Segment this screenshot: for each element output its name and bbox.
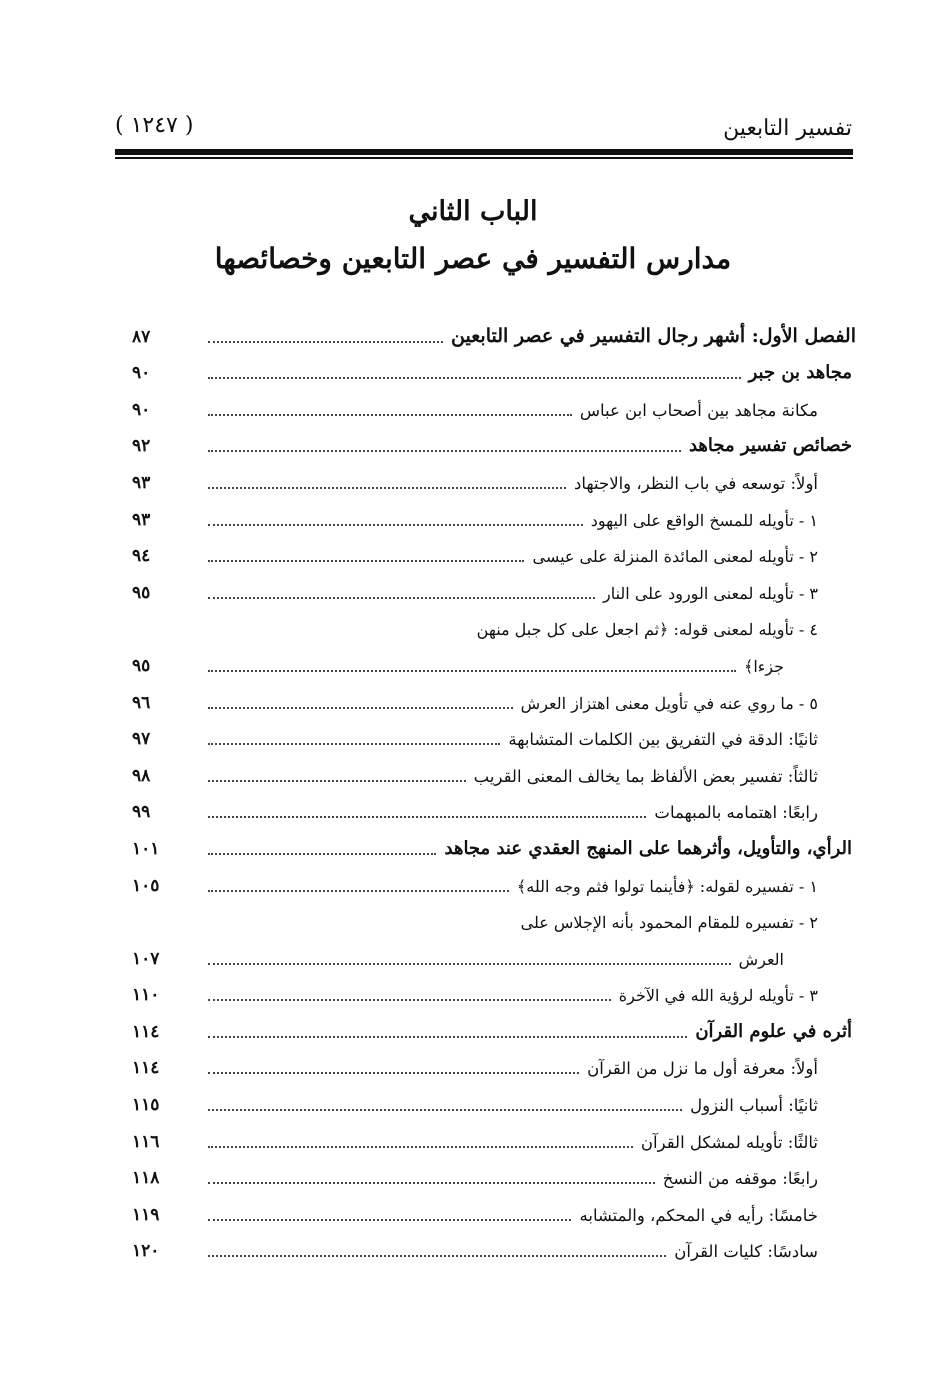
- dot-leader: [208, 487, 566, 489]
- toc-entry-page: ٩٨: [132, 765, 151, 786]
- dot-leader: [208, 1146, 633, 1148]
- dot-leader: [208, 780, 466, 782]
- toc-entry-title: ٥ - ما روي عنه في تأويل معنى اهتزاز العرش: [520, 693, 818, 713]
- toc-entry: [132, 938, 856, 975]
- header-rule-thin: [115, 157, 853, 159]
- dot-leader: [208, 1182, 655, 1184]
- toc-entry-title: ١ - تفسيره لقوله: ﴿فأينما تولوا فثم وجه الله﴾: [516, 876, 818, 896]
- dot-leader: [208, 1036, 687, 1038]
- toc-entry: [132, 353, 856, 390]
- toc-entry: [132, 828, 856, 865]
- part-heading: الباب الثاني: [408, 196, 538, 227]
- toc-entry: [132, 645, 856, 682]
- toc-entry: [132, 792, 856, 829]
- dot-leader: [208, 1219, 571, 1221]
- dot-leader: [208, 999, 611, 1001]
- toc-entry-page: ٩٤: [132, 546, 151, 567]
- running-header-title: تفسير التابعين: [723, 116, 852, 141]
- toc-entry: [146, 609, 856, 646]
- dot-leader: [208, 1255, 666, 1257]
- toc-entry-title: ثانيًا: أسباب النزول: [690, 1096, 818, 1116]
- toc-entry-page: ٩٣: [132, 509, 151, 530]
- toc-entry-title: خصائص تفسير مجاهد: [688, 435, 852, 457]
- toc-entry-page: ٩٢: [132, 436, 151, 457]
- toc-entry-page: ١١٨: [132, 1168, 160, 1189]
- toc-entry-title: العرش: [738, 949, 784, 969]
- toc-entry: [132, 426, 856, 463]
- dot-leader: [208, 707, 513, 709]
- toc-entry-title: أولاً: معرفة أول ما نزل من القرآن: [587, 1059, 818, 1079]
- toc-entry: [146, 902, 856, 939]
- toc-entry: [132, 389, 856, 426]
- table-of-contents: [132, 316, 856, 1267]
- toc-entry: [132, 316, 856, 353]
- toc-entry-page: ١١٤: [132, 1021, 160, 1042]
- toc-entry-title: مجاهد بن جبر: [748, 362, 852, 384]
- page-number: ( ١٢٤٧ ): [115, 113, 194, 138]
- dot-leader: [208, 890, 509, 892]
- dot-leader: [208, 853, 436, 855]
- toc-entry-page: ٩٠: [132, 399, 151, 420]
- toc-entry-page: ٩٠: [132, 363, 151, 384]
- toc-entry-page: ٩٦: [132, 692, 151, 713]
- toc-entry-title: ١ - تأويله للمسخ الواقع على اليهود: [590, 510, 818, 530]
- toc-entry-title: أثره في علوم القرآن: [695, 1020, 852, 1042]
- dot-leader: [208, 816, 646, 818]
- toc-entry-title: ٣ - تأويله لمعنى الورود على النار: [603, 583, 818, 603]
- toc-entry-page: ١٢٠: [132, 1241, 160, 1262]
- toc-entry-title: ٢ - تفسيره للمقام المحمود بأنه الإجلاس على: [520, 913, 818, 933]
- toc-entry-title: الرأي، والتأويل، وأثرهما على المنهج العقدي عند مجاهد: [444, 837, 852, 859]
- toc-entry: [132, 536, 856, 573]
- toc-entry: [132, 755, 856, 792]
- toc-entry: [132, 1011, 856, 1048]
- toc-entry: [132, 1048, 856, 1085]
- toc-entry-page: ١١٩: [132, 1204, 160, 1225]
- toc-entry-title: خامسًا: رأيه في المحكم، والمتشابه: [579, 1205, 818, 1225]
- dot-leader: [208, 597, 595, 599]
- dot-leader: [208, 524, 583, 526]
- toc-entry-title: ٢ - تأويله لمعنى المائدة المنزلة على عيسى: [532, 547, 818, 567]
- toc-entry: [132, 1194, 856, 1231]
- toc-entry: [132, 499, 856, 536]
- toc-entry-page: ٩٩: [132, 802, 151, 823]
- toc-entry: [132, 975, 856, 1012]
- part-title: مدارس التفسير في عصر التابعين وخصائصها: [214, 242, 732, 275]
- toc-entry-page: ١٠٥: [132, 875, 160, 896]
- toc-entry-title: الفصل الأول: أشهر رجال التفسير في عصر التابعين: [451, 324, 856, 347]
- toc-entry-page: ١٠١: [132, 838, 160, 859]
- toc-entry-page: ١١٥: [132, 1095, 160, 1116]
- toc-entry: [132, 572, 856, 609]
- toc-entry-title: جزءا﴾: [743, 656, 784, 676]
- toc-entry-page: ٩٣: [132, 472, 151, 493]
- toc-entry-title: رابعًا: موقفه من النسخ: [662, 1169, 818, 1189]
- dot-leader: [208, 670, 736, 672]
- toc-entry-page: ٩٧: [132, 729, 151, 750]
- dot-leader: [208, 1072, 579, 1074]
- toc-entry-page: ١٠٧: [132, 948, 160, 969]
- toc-entry: [132, 719, 856, 756]
- toc-entry: [132, 1084, 856, 1121]
- header-rule-thick: [115, 149, 853, 155]
- toc-entry: [132, 865, 856, 902]
- toc-entry-page: ٩٥: [132, 655, 151, 676]
- dot-leader: [208, 560, 524, 562]
- toc-entry-page: ١١٦: [132, 1131, 160, 1152]
- toc-entry: [132, 462, 856, 499]
- toc-entry-title: ٣ - تأويله لرؤية الله في الآخرة: [618, 986, 818, 1006]
- toc-entry-page: ١١٠: [132, 985, 160, 1006]
- toc-entry-title: ثالثاً: تفسير بعض الألفاظ بما يخالف المعنى القريب: [473, 766, 818, 786]
- toc-entry-page: ١١٤: [132, 1058, 160, 1079]
- toc-entry-title: ٤ - تأويله لمعنى قوله: ﴿ثم اجعل على كل جبل منهن: [476, 620, 818, 640]
- dot-leader: [208, 414, 572, 416]
- toc-entry-page: ٩٥: [132, 582, 151, 603]
- toc-entry-page: ٨٧: [132, 326, 151, 347]
- toc-entry: [132, 1158, 856, 1195]
- toc-entry-title: سادسًا: كليات القرآن: [674, 1242, 818, 1262]
- toc-entry-title: ثالثًا: تأويله لمشكل القرآن: [640, 1132, 818, 1152]
- toc-entry-title: مكانة مجاهد بين أصحاب ابن عباس: [579, 400, 818, 420]
- dot-leader: [208, 1109, 682, 1111]
- toc-entry: [132, 1121, 856, 1158]
- toc-entry: [132, 1231, 856, 1268]
- dot-leader: [208, 963, 731, 965]
- toc-entry-title: أولاً: توسعه في باب النظر، والاجتهاد: [574, 473, 818, 493]
- dot-leader: [208, 743, 500, 745]
- dot-leader: [208, 377, 741, 379]
- dot-leader: [208, 341, 443, 343]
- toc-entry: [132, 682, 856, 719]
- toc-entry-title: رابعًا: اهتمامه بالمبهمات: [654, 803, 818, 823]
- dot-leader: [208, 450, 681, 452]
- toc-entry-title: ثانيًا: الدقة في التفريق بين الكلمات المتشابهة: [508, 730, 818, 750]
